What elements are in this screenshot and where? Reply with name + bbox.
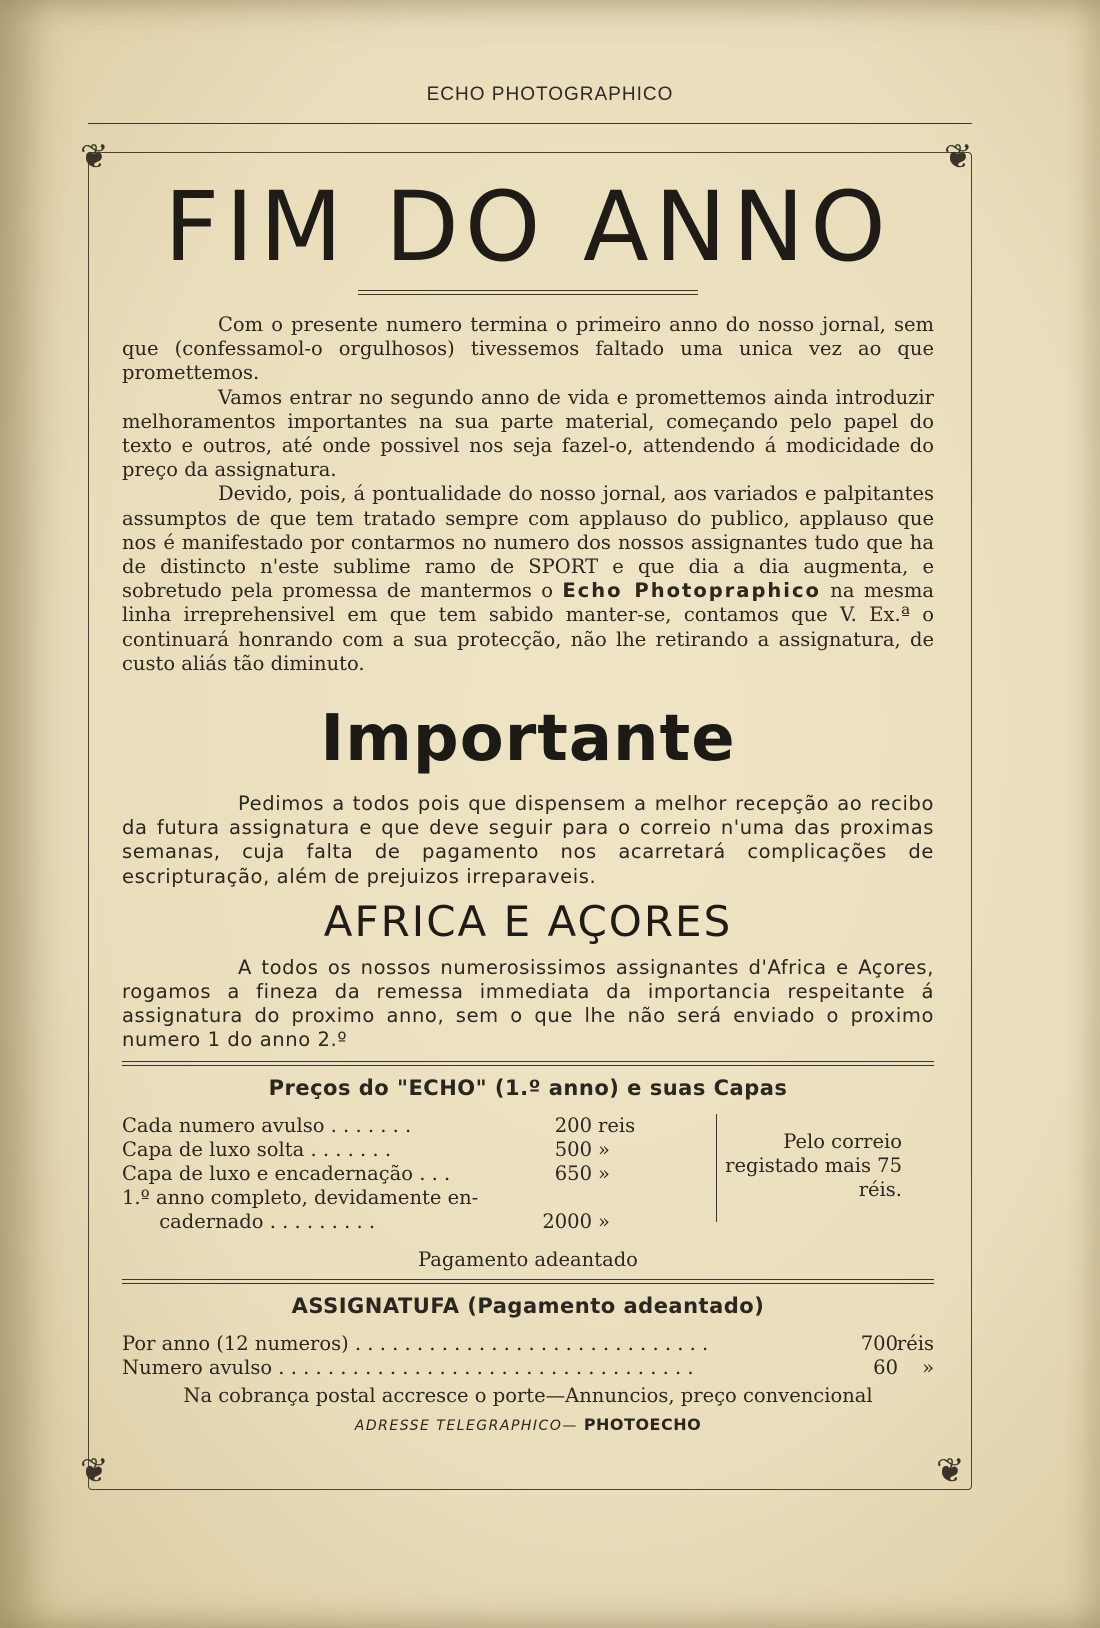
important-heading: Importante bbox=[320, 702, 736, 777]
important-body bbox=[122, 792, 934, 889]
postal-charge-note: Na cobrança postal accresce o porte—Annuncios, preço convencional bbox=[183, 1383, 873, 1407]
subscription-label: Por anno (12 numeros) . . . . . . . . . . . . . . . . . . . . . . . . . . . . . bbox=[122, 1331, 709, 1355]
africa-heading: AFRICA E AÇORES bbox=[323, 896, 733, 946]
price-amount: 200 bbox=[554, 1113, 592, 1137]
payment-note: Pagamento adeantado bbox=[418, 1247, 638, 1271]
telegraph-code: PHOTOECHO bbox=[583, 1414, 702, 1434]
article-title: FIM DO ANNO bbox=[164, 171, 892, 283]
price-label: cadernado . . . . . . . . . bbox=[122, 1209, 376, 1233]
price-label: Cada numero avulso . . . . . . . bbox=[122, 1113, 412, 1137]
paragraph bbox=[122, 482, 934, 676]
price-unit: » bbox=[598, 1209, 610, 1233]
section-rule bbox=[122, 1061, 934, 1066]
section-rule bbox=[122, 1279, 934, 1284]
running-head: ECHO PHOTOGRAPHICO bbox=[426, 84, 674, 105]
price-label: Capa de luxo solta . . . . . . . bbox=[122, 1137, 392, 1161]
subscription-row bbox=[122, 1356, 934, 1380]
corner-ornament-icon: ❦ bbox=[944, 137, 973, 177]
price-row bbox=[122, 1114, 682, 1138]
paragraph-text: na mesma linha irreprehensivel em que tem sabido manter-se, contamos que V. Ex.ª o continuará honrando com a sua protecção, não lhe retirando a assignatura, de custo aliás tão diminuto. bbox=[122, 579, 934, 675]
subscription-amount: 60 bbox=[873, 1355, 898, 1379]
subscription-unit: » bbox=[922, 1355, 934, 1379]
prices-title: Preços do "ECHO" (1.º anno) e suas Capas bbox=[268, 1075, 788, 1100]
paragraph: Pedimos a todos pois que dispensem a melhor recepção ao recibo da futura assignatura e que deve seguir para o correio n'uma das proximas semanas, cuja falta de pagamento nos acarretará complicações de escripturação, além de prejuizos irreparaveis. bbox=[122, 792, 934, 888]
price-amount: 2000 bbox=[542, 1209, 592, 1233]
title-rule bbox=[358, 290, 698, 295]
article-body bbox=[122, 313, 934, 676]
brand-name: Echo Photopraphico bbox=[562, 579, 821, 603]
price-unit: » bbox=[598, 1137, 610, 1161]
price-row bbox=[122, 1138, 682, 1162]
paragraph-text: Devido, pois, á pontualidade do nosso jornal, aos variados e palpitantes assumptos de que tem tratado sempre com applauso do publico, applauso que nos é manifestado por contarmos no numero dos nossos assignantes tudo que ha de distincto n'este sublime ramo de SPORT e que dia a dia augmenta, e sobretudo pela promessa de mantermos o bbox=[122, 482, 934, 603]
paragraph: Vamos entrar no segundo anno de vida e promettemos ainda introduzir melhoramentos importantes na sua parte material, começando pelo papel do texto e outros, até onde possivel nos seja fazel-o, attendendo á modicidade do preço da assignatura. bbox=[122, 385, 934, 482]
price-label: Capa de luxo e encadernação . . . bbox=[122, 1161, 451, 1185]
price-amount: 650 bbox=[554, 1161, 592, 1185]
paragraph: A todos os nossos numerosissimos assignantes d'Africa e Açores, rogamos a fineza da remessa immediata da importancia respeitante á assignatura do proximo anno, sem o que lhe não será enviado o proximo numero 1 do anno 2.º bbox=[122, 955, 934, 1052]
price-table bbox=[122, 1114, 934, 1248]
subscription-label: Numero avulso . . . . . . . . . . . . . . . . . . . . . . . . . . . . . . . . . . bbox=[122, 1355, 694, 1379]
price-unit: » bbox=[598, 1161, 610, 1185]
header-rule bbox=[88, 123, 972, 124]
subscription-row bbox=[122, 1332, 934, 1356]
price-row bbox=[122, 1162, 682, 1186]
price-label: 1.º anno completo, devidamente en- bbox=[122, 1185, 479, 1209]
price-unit: reis bbox=[598, 1113, 636, 1137]
telegraph-address bbox=[122, 1415, 934, 1434]
postal-note: Pelo correio registado mais 75 réis. bbox=[725, 1129, 902, 1201]
corner-ornament-icon: ❦ bbox=[80, 1451, 109, 1491]
price-amount: 500 bbox=[554, 1137, 592, 1161]
price-row bbox=[122, 1186, 682, 1210]
subscription-amount: 700 bbox=[860, 1331, 898, 1355]
telegraph-label: ADRESSE TELEGRAPHICO— bbox=[354, 1417, 578, 1434]
africa-body bbox=[122, 956, 934, 1053]
corner-ornament-icon: ❦ bbox=[936, 1451, 965, 1491]
price-row bbox=[122, 1210, 682, 1234]
subscription-unit: réis bbox=[896, 1331, 934, 1355]
corner-ornament-icon: ❦ bbox=[80, 137, 109, 177]
article-content bbox=[122, 160, 934, 1434]
paragraph: Com o presente numero termina o primeiro anno do nosso jornal, sem que (confessamol-o orgulhosos) tivessemos faltado uma unica vez ao que promettemos. bbox=[122, 313, 934, 385]
subscription-title: ASSIGNATUFA (Pagamento adeantado) bbox=[291, 1293, 765, 1318]
